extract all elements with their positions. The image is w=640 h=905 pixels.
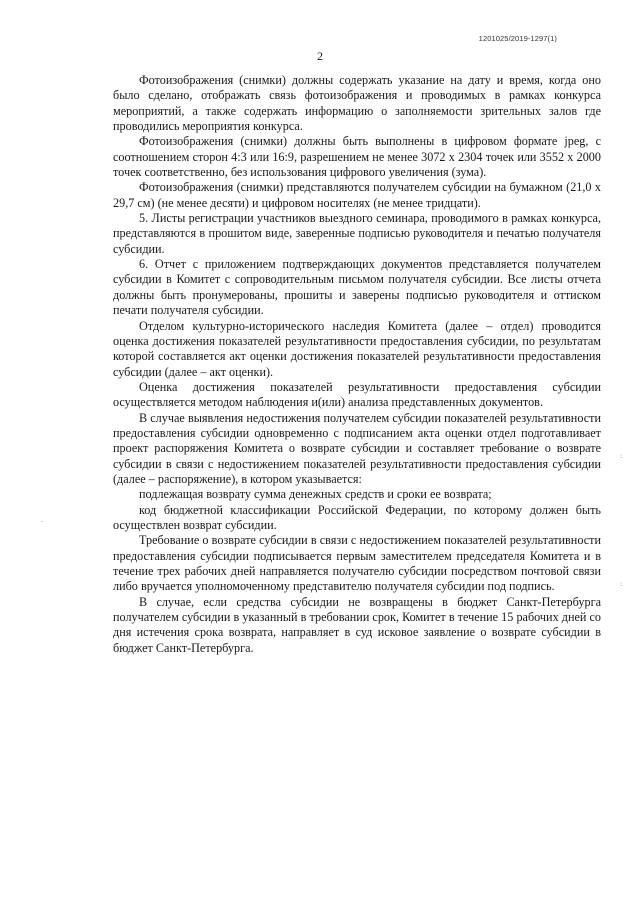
paragraph-assessment: Отделом культурно-исторического наследия Комитета (далее – отдел) проводится оценка достижения показателей результативности предоставления субсидии, по результатам которой составляется акт оценки достижения показателей результативности предоставления субсидии (далее – акт оценки). (113, 318, 601, 379)
paragraph-non-achievement: В случае выявления недостижения получателем субсидии показателей результативности предоставления субсидии одновременно с подписанием акта оценки отдел подготавливает проект распоряжения Комитета о возврате субсидии и составляет требование о возврате субсидии в связи с недостижением показателей результативности предоставления субсидии (далее – распоряжение), в котором указывается: (113, 410, 601, 486)
paragraph-refund-amount: подлежащая возврату сумма денежных средств и сроки ее возврата; (139, 487, 492, 502)
document-body (113, 73, 601, 656)
scan-mark: · (41, 518, 44, 526)
paragraph-photo-media: Фотоизображения (снимки) представляются получателем субсидии на бумажном (21,0 х 29,7 см) (не менее десяти) и цифровом носителях (не менее тридцати). (113, 180, 601, 210)
paragraph-report-submission: 6. Отчет с приложением подтверждающих документов представляется получателем субсидии в Комитет с сопроводительным письмом получателя субсидии. Все листы отчета должны быть пронумерованы, прошиты и заверены подписью руководителя и оттиском печати получателя субсидии. (113, 257, 601, 318)
scan-mark: : (620, 580, 623, 588)
page-number: 2 (317, 49, 323, 63)
paragraph-court-claim: В случае, если средства субсидии не возвращены в бюджет Санкт-Петербурга получателем субсидии в указанный в требовании срок, Комитет в течение 15 рабочих дней со дня истечения срока возврата, направляет в суд исковое заявление о возврате субсидии в бюджет Санкт-Петербурга. (113, 594, 601, 655)
paragraph-registration-sheets: 5. Листы регистрации участников выездного семинара, проводимого в рамках конкурса, представляются в прошитом виде, заверенные подписью руководителя и печатью получателя субсидии. (113, 211, 601, 256)
document-code: 1201025/2019-1297(1) (478, 34, 557, 43)
paragraph-photo-format: Фотоизображения (снимки) должны быть выполнены в цифровом формате jpeg, с соотношением сторон 4:3 или 16:9, разрешением не менее 3072 х 2304 точек или 3552 х 2000 точек соответственно, без использования цифрового увеличения (зума). (113, 134, 601, 180)
paragraph-photo-requirements: Фотоизображения (снимки) должны содержать указание на дату и время, когда оно было сделано, отображать связь фотоизображения и проводимых в рамках конкурса мероприятий, а также содержать информацию о заполняемости зрительных залов где проводились мероприятия конкурса. (113, 73, 601, 134)
paragraph-assessment-method: Оценка достижения показателей результативности предоставления субсидии осуществляется методом наблюдения и(или) анализа представленных документов. (113, 379, 601, 410)
paragraph-budget-code: код бюджетной классификации Российской Федерации, по которому должен быть осуществлен возврат субсидии. (113, 502, 601, 532)
scan-mark: : (620, 452, 623, 460)
paragraph-requirement-signing: Требование о возврате субсидии в связи с недостижением показателей результативности предоставления субсидии подписывается первым заместителем председателя Комитета и в течение трех рабочих дней направляется получателю субсидии посредством почтовой связи либо вручается уполномоченному представителю получателя субсидии под подпись. (113, 533, 601, 594)
